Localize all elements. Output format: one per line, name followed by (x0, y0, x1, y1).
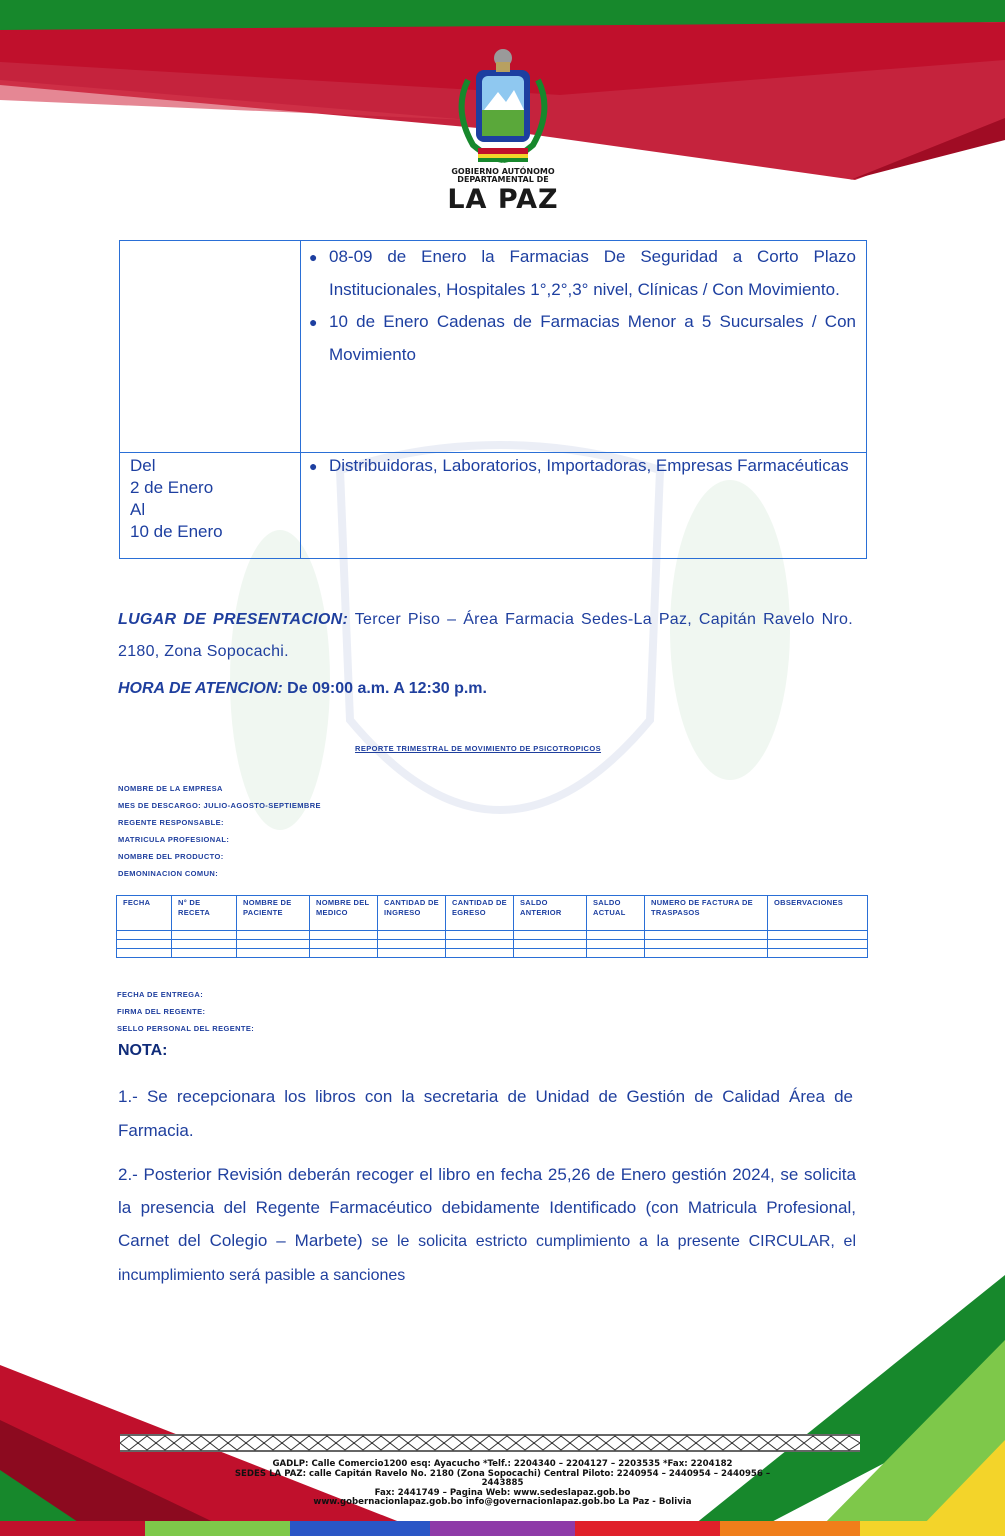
coat-of-arms-logo (448, 40, 558, 165)
report-field: REGENTE RESPONSABLE: (118, 818, 224, 827)
column-header: SALDO ACTUAL (587, 896, 645, 931)
footer-line: www.gobernacionlapaz.gob.bo info@governacionlapaz.gob.bo La Paz - Bolivia (313, 1497, 692, 1507)
column-header: NOMBRE DE PACIENTE (237, 896, 310, 931)
note-paragraph-2 (118, 1158, 856, 1292)
report-field: MATRICULA PROFESIONAL: (118, 835, 230, 844)
attention-hours (118, 680, 487, 698)
note-title: NOTA: (118, 1042, 168, 1059)
report-table (116, 895, 868, 958)
schedule-item-text: 08-09 de Enero la Farmacias De Seguridad a Corto Plazo Institucionales, Hospitales 1°,2°,3° nivel, Clínicas / Con Movimiento. (329, 247, 856, 299)
column-header: CANTIDAD DE EGRESO (446, 896, 514, 931)
column-header: N° DE RECETA (172, 896, 237, 931)
attention-hours-text: De 09:00 a.m. A 12:30 p.m. (282, 680, 487, 697)
schedule-item-text: 10 de Enero Cadenas de Farmacias Menor a 5 Sucursales / Con Movimiento (329, 312, 856, 364)
date-line: Del (130, 456, 156, 475)
schedule-items-cell (301, 241, 867, 453)
date-line: Al (130, 500, 146, 519)
presentation-place-label: LUGAR DE PRESENTACION: (118, 611, 349, 628)
report-field: NOMBRE DEL PRODUCTO: (118, 852, 224, 861)
page-footer (230, 1460, 775, 1508)
date-line: 2 de Enero (130, 478, 214, 497)
logo-line-1: GOBIERNO AUTÓNOMO (451, 167, 555, 176)
report-empty-row (117, 940, 868, 949)
note-paragraph-1: 1.- Se recepcionara los libros con la secretaria de Unidad de Gestión de Calidad Área de Farmacia. (118, 1087, 853, 1140)
column-header: SALDO ANTERIOR (514, 896, 587, 931)
report-field: MES DE DESCARGO: JULIO-AGOSTO-SEPTIEMBRE (118, 801, 321, 810)
report-title: REPORTE TRIMESTRAL DE MOVIMIENTO DE PSICOTROPICOS (355, 744, 602, 753)
schedule-table (119, 240, 867, 559)
column-header: NOMBRE DEL MEDICO (310, 896, 378, 931)
report-header-row (117, 896, 868, 931)
report-field: DEMONINACION COMUN: (118, 869, 219, 878)
schedule-item: ● Distribuidoras, Laboratorios, Importadoras, Empresas Farmacéuticas (309, 456, 849, 475)
presentation-place (118, 604, 853, 668)
schedule-items-cell (301, 453, 867, 559)
schedule-item: ● 10 de Enero Cadenas de Farmacias Menor a 5 Sucursales / Con Movimiento (309, 312, 856, 364)
schedule-item: ● 08-09 de Enero la Farmacias De Seguridad a Corto Plazo Institucionales, Hospitales 1°,2°,3° nivel, Clínicas / Con Movimiento. (309, 247, 856, 299)
report-field: NOMBRE DE LA EMPRESA (118, 784, 223, 793)
report-footer-field: FIRMA DEL REGENTE: (117, 1007, 206, 1016)
report-footer-field: SELLO PERSONAL DEL REGENTE: (117, 1024, 255, 1033)
footer-line: SEDES LA PAZ: calle Capitán Ravelo No. 2180 (Zona Sopocachi) Central Piloto: 2240954 – 2440954 – 2440956 – 2443885 (234, 1468, 771, 1488)
decorative-pattern-strip (120, 1434, 860, 1452)
schedule-date-cell (120, 453, 301, 559)
schedule-row (120, 453, 867, 559)
schedule-row (120, 241, 867, 453)
logo-line-3: LA PAZ (447, 183, 559, 215)
schedule-item-text: Distribuidoras, Laboratorios, Importadoras, Empresas Farmacéuticas (329, 456, 849, 475)
note-paragraph-2-tail: se le solicita estricto cumplimiento a la presente CIRCULAR, el incumplimiento será pasible a sanciones (118, 1233, 857, 1284)
presentation-place-text: Tercer Piso – Área Farmacia Sedes-La Paz, Capitán Ravelo Nro. 2180, Zona Sopocachi. (118, 611, 853, 660)
footer-line: Fax: 2441749 – Pagina Web: www.sedeslapaz.gob.bo (374, 1487, 631, 1498)
date-line: 10 de Enero (130, 522, 223, 541)
note-paragraph-2-main: 2.- Posterior Revisión deberán recoger el libro en fecha 25,26 de Enero gestión 2024, se solicita la presencia del Regente Farmacéutico debidamente Identificado (con Matricula Profesional, Carnet del Colegio – Marbete) (118, 1165, 856, 1250)
report-footer-field: FECHA DE ENTREGA: (117, 990, 204, 999)
report-empty-row (117, 931, 868, 940)
column-header: NUMERO DE FACTURA DE TRASPASOS (645, 896, 768, 931)
column-header: OBSERVACIONES (768, 896, 868, 931)
attention-hours-label: HORA DE ATENCION: (118, 680, 283, 697)
logo-wordmark (440, 168, 566, 214)
column-header: CANTIDAD DE INGRESO (378, 896, 446, 931)
logo-line-2: DEPARTAMENTAL DE (457, 175, 549, 185)
report-empty-row (117, 949, 868, 958)
report-header-fields (118, 780, 321, 882)
column-header: FECHA (117, 896, 172, 931)
footer-line: GADLP: Calle Comercio1200 esq: Ayacucho *Telf.: 2204340 – 2204127 – 2203535 *Fax: 2204182 (272, 1459, 733, 1469)
report-footer-fields (117, 986, 254, 1037)
schedule-date-cell (120, 241, 301, 453)
